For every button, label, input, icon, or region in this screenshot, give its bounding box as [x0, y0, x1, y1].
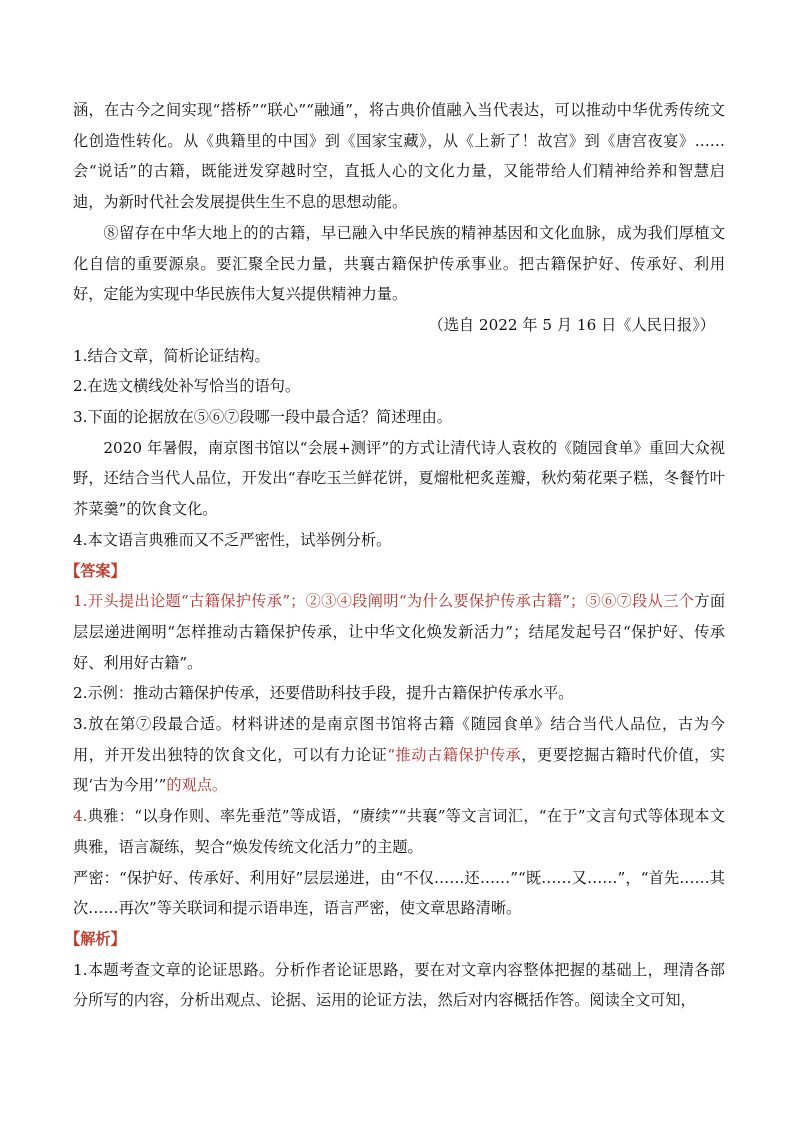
question-4: 4.本文语言典雅而又不乏严密性，试举例分析。 [73, 530, 392, 549]
answer-1 [73, 586, 725, 678]
answer-3-part5: 的观点。 [166, 776, 228, 795]
answer-3-part2: “推动古籍保护传承 [387, 745, 522, 764]
answer-4-strictness: 严密：“保护好、传承好、利用好”层层递进，由“不仅……还……”“既……又……”，“首先……其次……再次”等关联词和提示语串连，语言严密，使文章思路清晰。 [73, 868, 725, 918]
answer-1-part1: 1.开头提出论题“古籍保护传承”； [73, 592, 306, 611]
question-1: 1.结合文章，简析论证结构。 [73, 346, 270, 365]
document-page [65, 95, 726, 1016]
answer-3-part4: 现‘古为今用’” [73, 776, 167, 795]
passage-paragraph-continued: 涵，在古今之间实现“搭桥”“联心”“融通”，将古典价值融入当代表达，可以推动中华优秀传统文化创造性转化。从《典籍里的中国》到《国家宝藏》，从《上新了！故宫》到《唐宫夜宴》……会“说话”的古籍，既能迸发穿越时空，直抵人心的文化力量，又能带给人们精神给养和智慧启迪，为新时代社会发展提供生生不息的思想动能。 [73, 101, 725, 212]
question-3-material: 2020 年暑假，南京图书馆以“会展+测评”的方式让清代诗人袁枚的《随园食单》重回大众视野，还结合当代人品位，开发出“春吃玉兰鲜花饼，夏熘枇杷炙莲瓣，秋灼菊花栗子糕，冬餐竹叶芥菜羹”的饮食文化。 [73, 438, 725, 519]
answer-1-part2: ②③④段阐明“为什么要保护传承古籍”；⑤⑥⑦段从三个 [305, 592, 695, 611]
answer-3-part1: 3.放在第⑦段最合适。材料讲述的是南京图书馆将古籍《随园食单》结合当代人品位，古为今用，并开发出独特的饮食文化，可以有力论证 [73, 715, 725, 764]
answer-heading: 【答案】 [65, 561, 126, 580]
answer-4-number: 4. [73, 807, 88, 826]
answer-4 [73, 801, 725, 862]
answer-4-elegance: 典雅：“以身作则、率先垂范”等成语，“赓续”“共襄”等文言词汇，“在于”文言句式等体现本文典雅，语言凝练，契合“焕发传统文化活力”的主题。 [73, 807, 725, 856]
passage-source: （选自 2022 年 5 月 16 日《人民日报》） [428, 315, 715, 334]
answer-2: 2.示例：推动古籍保护传承，还要借助科技手段，提升古籍保护传承水平。 [73, 684, 574, 703]
analysis-heading: 【解析】 [65, 929, 126, 948]
answer-3 [73, 709, 725, 801]
answer-3-part3: ，更要挖掘古籍时代价值，实 [521, 745, 726, 764]
question-3: 3.下面的论据放在⑤⑥⑦段哪一段中最合适？简述理由。 [73, 408, 452, 427]
passage-paragraph-8: ⑧留存在中华大地上的的古籍，早已融入中华民族的精神基因和文化血脉，成为我们厚植文化自信的重要源泉。要汇聚全民力量，共襄古籍保护传承事业。把古籍保护好、传承好、利用好，定能为实现中华民族伟大复兴提供精神力量。 [73, 223, 725, 304]
analysis-text: 1.本题考查文章的论证思路。分析作者论证思路，要在对文章内容整体把握的基础上，理清各部分所写的内容，分析出观点、论据、运用的论证方法，然后对内容概括作答。阅读全文可知， [73, 960, 725, 1010]
answer-1-part3: 方面层层递进阐明“怎样推动古籍保护传承，让中华文化焕发新活力”；结尾发起号召“保护好、传承好、利用好古籍”。 [73, 592, 726, 672]
question-2: 2.在选文横线处补写恰当的语句。 [73, 377, 301, 396]
